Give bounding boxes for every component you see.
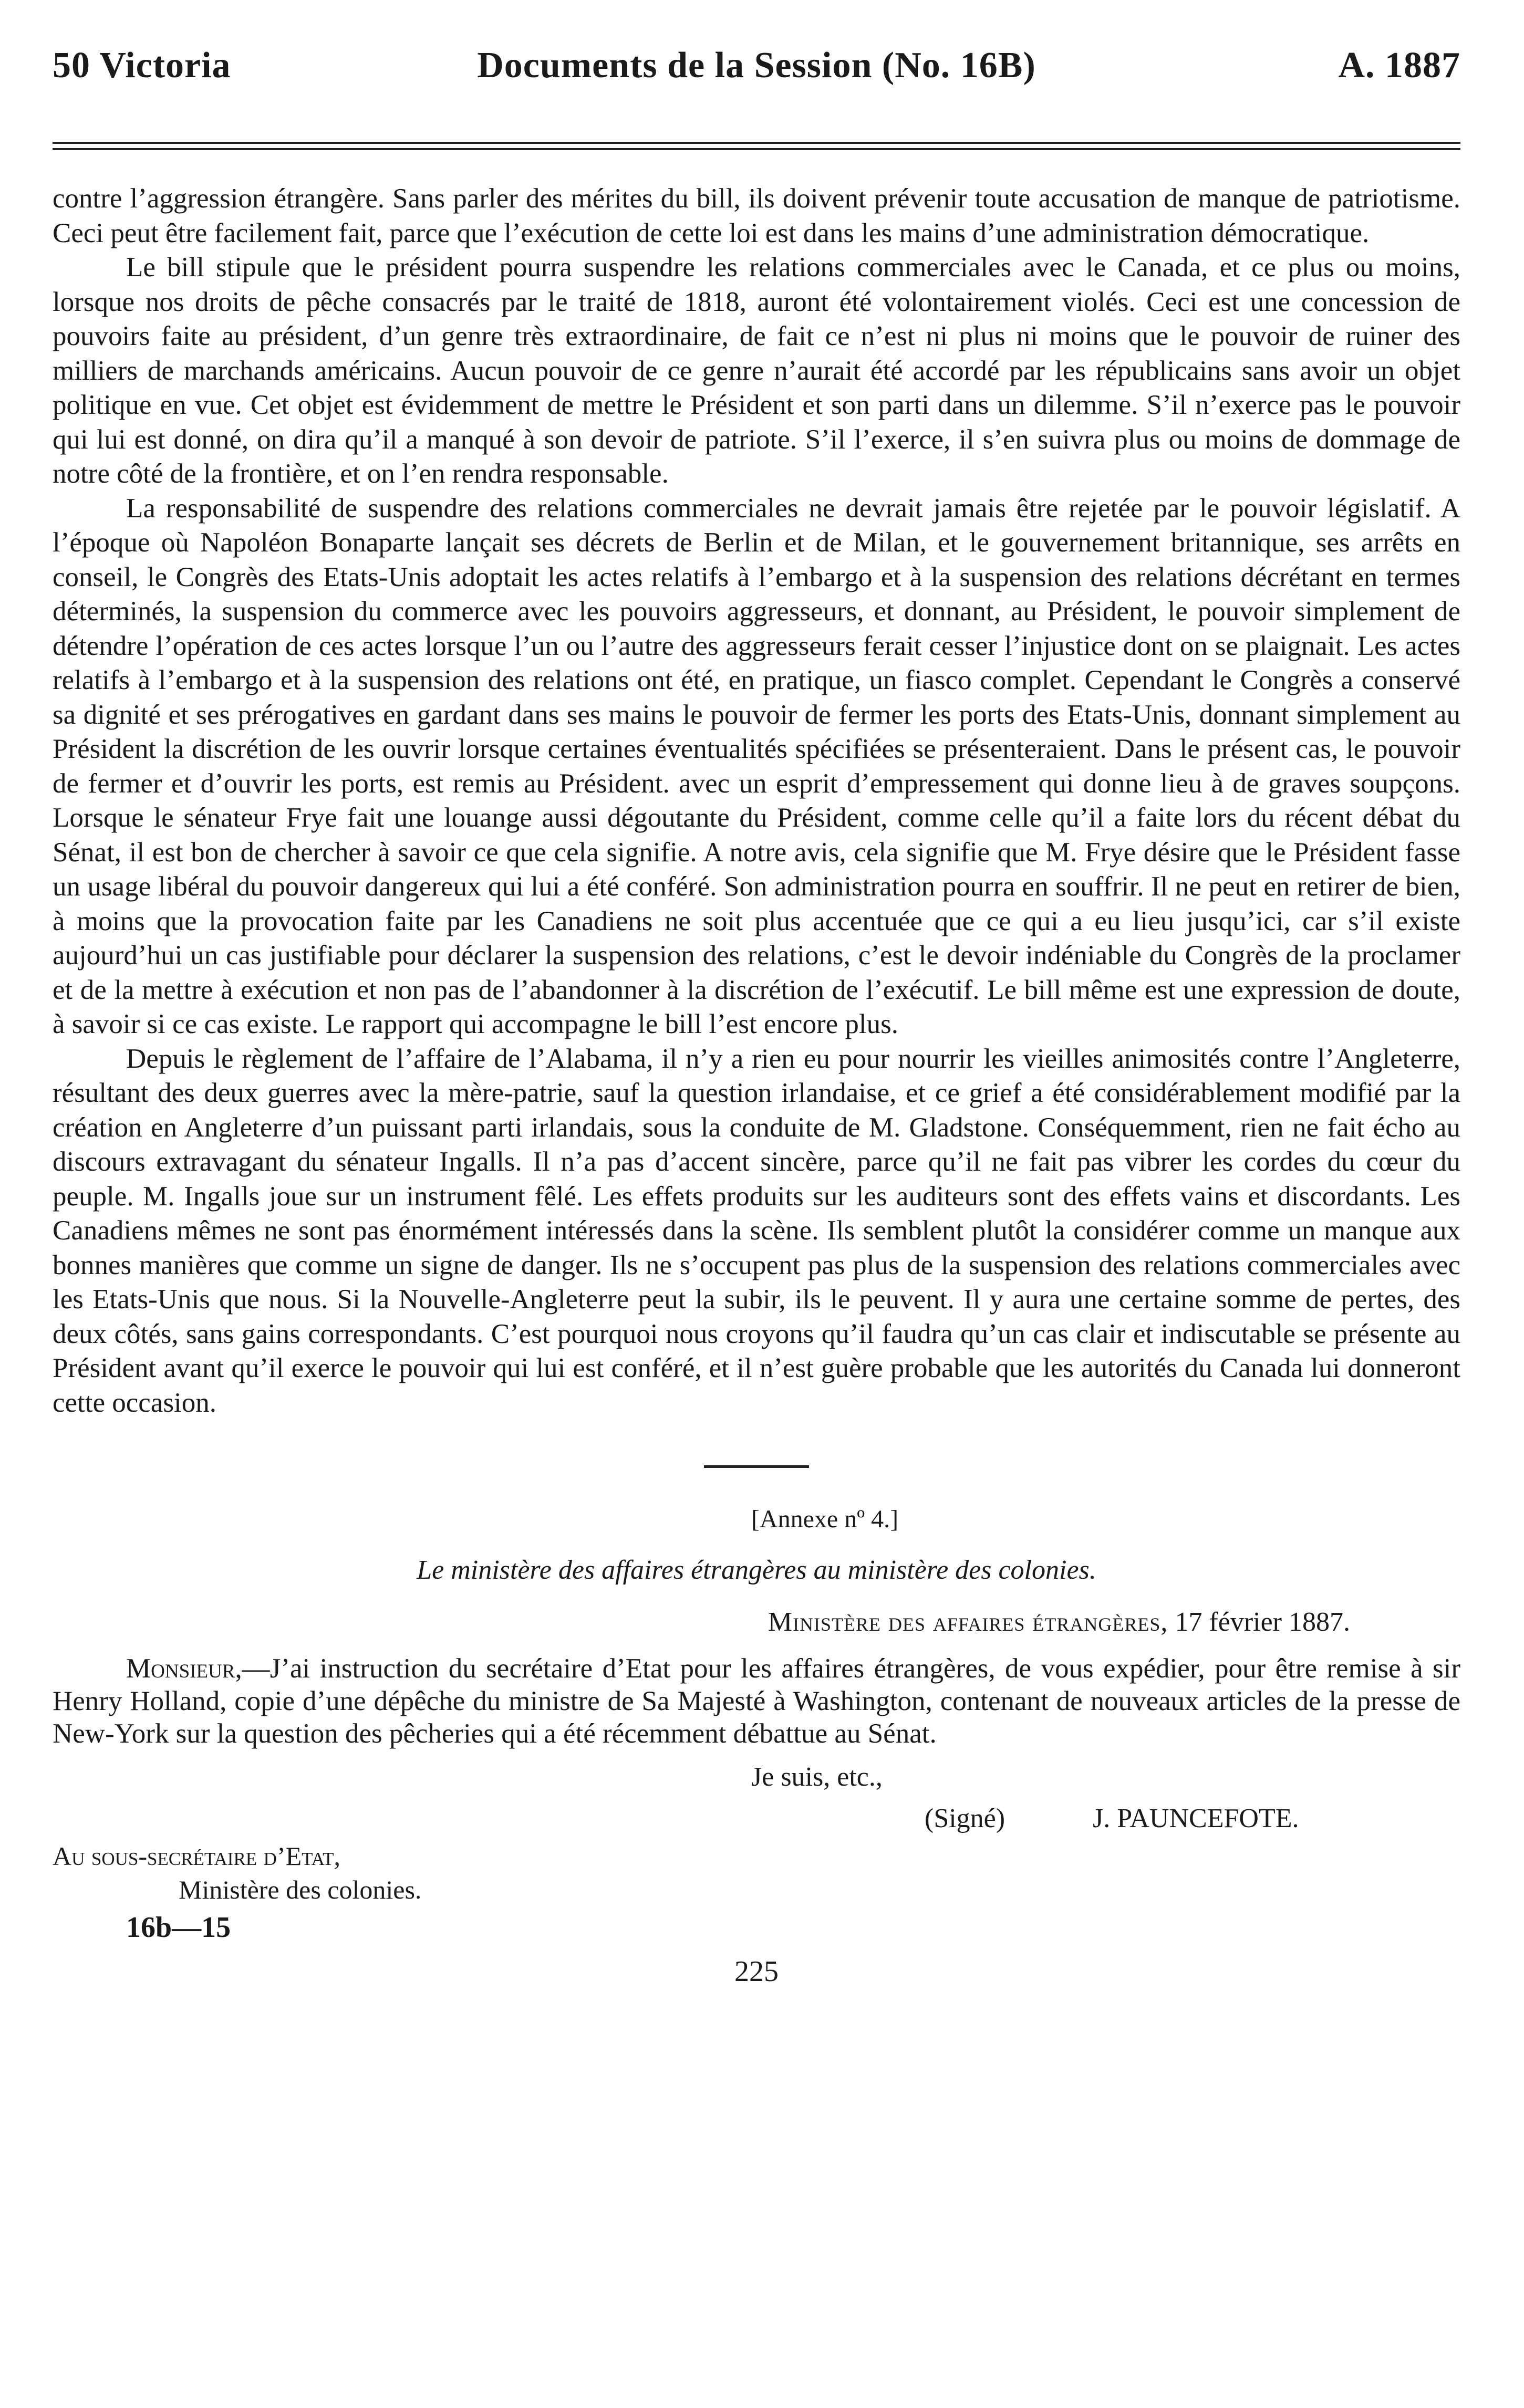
paragraph-continuation: contre l’aggression étrangère. Sans parler des mérites du bill, ils doivent prévenir toute accusation de manque de patriotisme. Ceci peut être facilement fait, parce que l’exécution de cette loi est dans les mains d’une administration démocratique. — [53, 183, 1460, 248]
article-body — [53, 182, 1460, 1420]
signatory-name: J. PAUNCEFOTE. — [1093, 1804, 1299, 1833]
letter-body — [53, 1652, 1460, 1750]
header-double-rule — [53, 142, 1460, 150]
running-header — [53, 37, 1460, 95]
document-page — [53, 37, 1460, 1988]
letter-salutation: Monsieur, — [126, 1653, 242, 1684]
paragraph-alabama: Depuis le règlement de l’affaire de l’Alabama, il n’y a rien eu pour nourrir les vieilles animosités contre l’Angleterre, résultant des deux guerres avec la mère-patrie, sauf la question irlandaise, et ce grief a été considérablement modifié par la création en Angleterre d’un puissant parti irlandais, sous la conduite de M. Gladstone. Conséquemment, rien ne fait écho au discours extravagant du sénateur Ingalls. Il n’a pas d’accent sincère, parce qu’il ne fait pas vibrer les cordes du cœur du peuple. M. Ingalls joue sur un instrument fêlé. Les effets produits sur les auditeurs sont des effets vains et discordants. Les Canadiens mêmes ne sont pas énormément intéressés dans la scène. Ils semblent plutôt la considérer comme un manque aux bonnes manières que comme un signe de danger. Ils ne s’occupent pas plus de la suspension des relations commerciales avec les Etats-Unis que nous. Si la Nouvelle-Angleterre peut la subir, ils le peuvent. Il y aura une certaine somme de pertes, des deux côtés, sans gains correspondants. C’est pourquoi nous croyons qu’il faudra qu’un cas clair et indiscutable se présente au Président avant qu’il exerce le pouvoir qui lui est conféré, et il n’est guère probable que les autorités du Canada lui donneront cette occasion. — [53, 1043, 1460, 1418]
document-reference: 16b—15 — [126, 1911, 231, 1944]
annex-title: Le ministère des affaires étrangères au ministère des colonies. — [417, 1555, 1096, 1585]
header-title: Documents de la Session (No. 16B) — [477, 45, 1036, 86]
header-year: A. 1887 — [1338, 45, 1460, 86]
letter-text: —J’ai instruction du secrétaire d’Etat pour les affaires étrangères, de vous expédier, pour être remise à sir Henry Holland, copie d’une dépêche du ministre de Sa Majesté à Washington, contenant de nouveaux articles de la presse de New-York sur la question des pêcheries qui a été récemment débattue au Sénat. — [53, 1653, 1460, 1749]
letter-closing: Je suis, etc., — [751, 1762, 883, 1792]
addressee-department: Ministère des colonies. — [179, 1875, 422, 1904]
letter-dateline — [53, 1607, 1460, 1638]
addressee-title: Au sous-secrétaire d’Etat, — [53, 1841, 340, 1871]
annex-label: [Annexe nº 4.] — [751, 1505, 899, 1533]
letter-paragraph — [53, 1652, 1460, 1750]
signature-row — [53, 1803, 1460, 1834]
signed-label: (Signé) — [925, 1804, 1005, 1833]
paragraph-bill: Le bill stipule que le président pourra suspendre les relations commerciales avec le Canada, et ce plus ou moins, lorsque nos droits de pêche consacrés par le traité de 1818, auront été volontairement violés. Ceci est une concession de pouvoirs faite au président, d’un genre très extraordinaire, de fait ce n’est ni plus ni moins que le pouvoir de ruiner des milliers de marchands américains. Aucun pouvoir de ce genre n’aurait été accordé par les républicains sans avoir un objet politique en vue. Cet objet est évidemment de mettre le Président et son parti dans un dilemme. S’il n’exerce pas le pouvoir qui lui est donné, on dira qu’il a manqué à son devoir de patriote. S’il l’exerce, il s’en suivra plus ou moins de dommage de notre côté de la frontière, et on l’en rendra responsable. — [53, 252, 1460, 489]
section-divider — [704, 1465, 809, 1468]
header-session-year: 50 Victoria — [53, 45, 231, 86]
letter-place: Ministère des affaires étrangères, — [768, 1607, 1168, 1637]
paragraph-responsibility: La responsabilité de suspendre des relations commerciales ne devrait jamais être rejetée par le pouvoir législatif. A l’époque où Napoléon Bonaparte lançait ses décrets de Berlin et de Milan, et le gouvernement britannique, ses arrêts en conseil, le Congrès des Etats-Unis adoptait les actes relatifs à l’embargo et à la suspension des relations décrétant en termes déterminés, la suspension du commerce avec les pouvoirs aggresseurs, et donnant, au Président, le pouvoir simplement de détendre l’opération de ces actes lorsque l’un ou l’autre des aggresseurs ferait cesser l’injustice dont on se plaignait. Les actes relatifs à l’embargo et à la suspension des relations ont été, en pratique, un fiasco complet. Cependant le Congrès a conservé sa dignité et ses prérogatives en gardant dans ses mains le pouvoir de fermer les ports des Etats-Unis, donnant simplement au Président la discrétion de les ouvrir lorsque certaines éventualités spécifiées se présenteraient. Dans le présent cas, le pouvoir de fermer et d’ouvrir les ports, est remis au Président. avec un esprit d’empressement qui donne lieu à de graves soupçons. Lorsque le sénateur Frye fait une louange aussi dégoutante du Président, comme celle qu’il a faite lors du récent débat du Sénat, il est bon de chercher à savoir ce que cela signifie. A notre avis, cela signifie que M. Frye désire que le Président fasse un usage libéral du pouvoir dangereux qui lui a été conféré. Son administration pourra en souffrir. Il ne peut en retirer de bien, à moins que la provocation faite par les Canadiens ne soit plus accentuée que ce qui a eu lieu jusqu’ici, car s’il existe aujourd’hui un cas justifiable pour déclarer la suspension des relations, c’est le devoir indéniable du Congrès de la proclamer et de la mettre à exécution et non pas de l’abandonner à la discrétion de l’exécutif. Le bill même est une expression de doute, à savoir si ce cas existe. Le rapport qui accompagne le bill l’est encore plus. — [53, 493, 1460, 1039]
page-number: 225 — [734, 1955, 779, 1988]
addressee-block — [53, 1839, 1460, 1906]
letter-date: 17 février 1887. — [1175, 1607, 1350, 1637]
